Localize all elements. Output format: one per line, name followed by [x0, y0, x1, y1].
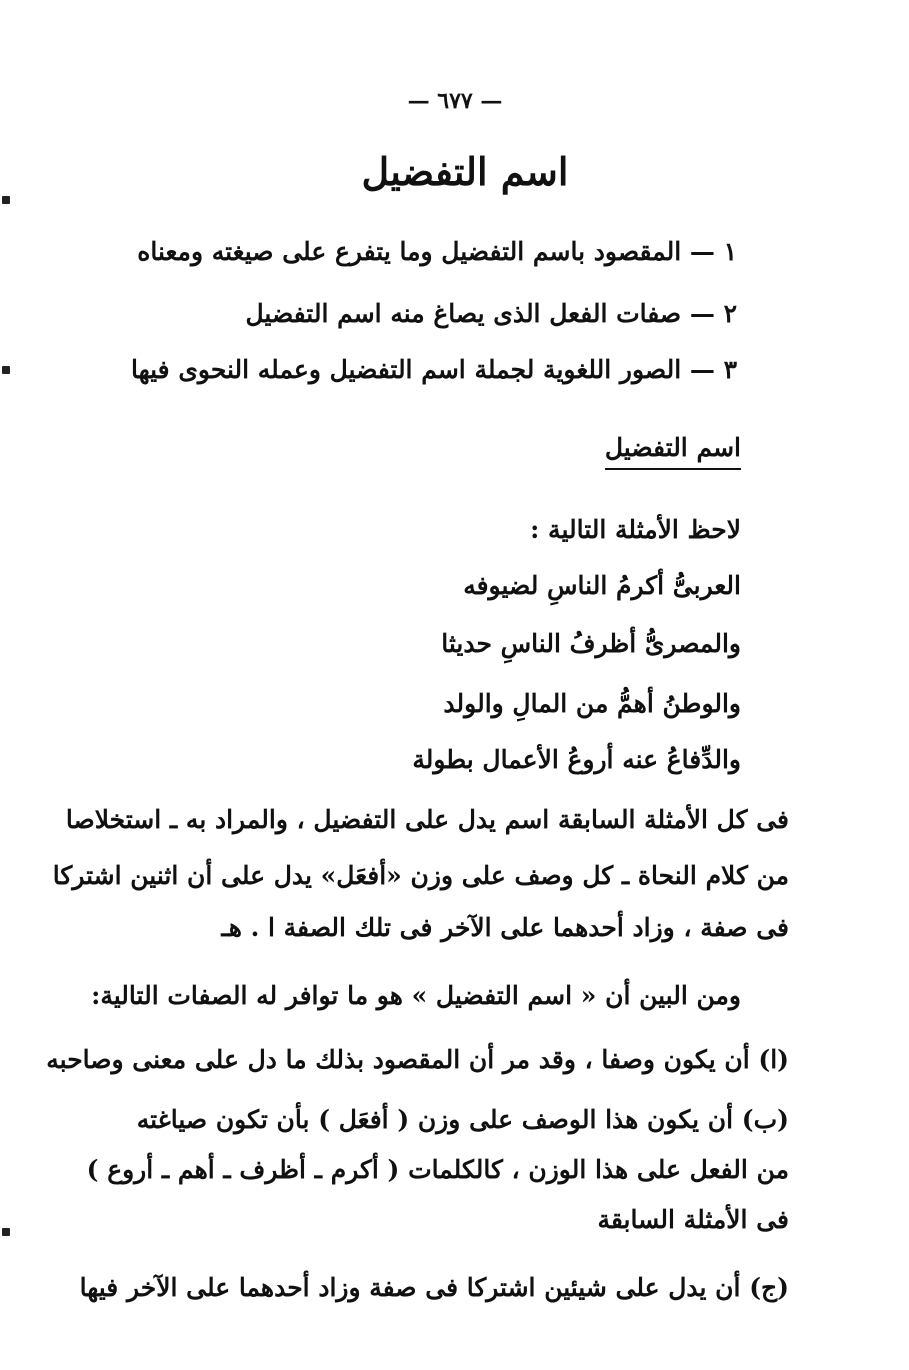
condition-b-line-3: فى الأمثلة السابقة — [597, 1205, 789, 1234]
example-2: والمصرىُّ أظرفُ الناسِ حديثا — [441, 629, 741, 658]
page-number: — ٦٧٧ — — [407, 88, 503, 114]
chapter-title: اسم التفضيل — [361, 149, 569, 194]
scan-margin-mark — [2, 366, 10, 374]
examples-intro: لاحظ الأمثلة التالية : — [530, 515, 741, 544]
paragraph-1-line-3: فى صفة ، وزاد أحدهما على الآخر فى تلك الصفة ا . هـ — [221, 913, 789, 942]
condition-c: (ج) أن يدل على شيئين اشتركا فى صفة وزاد أحدهما على الآخر فيها — [79, 1273, 789, 1302]
section-heading: اسم التفضيل — [605, 428, 741, 470]
condition-b-line-1: (ب) أن يكون هذا الوصف على وزن ( أفعَل ) بأن تكون صياغته — [136, 1105, 789, 1134]
scan-margin-mark — [2, 196, 10, 204]
example-4: والدِّفاعُ عنه أروعُ الأعمال بطولة — [412, 745, 741, 774]
paragraph-1-line-2: من كلام النحاة ـ كل وصف على وزن «أفعَل» يدل على أن اثنين اشتركا — [52, 861, 789, 890]
paragraph-2: ومن البين أن « اسم التفضيل » هو ما توافر له الصفات التالية: — [91, 981, 741, 1010]
scan-margin-mark — [2, 1228, 10, 1236]
example-3: والوطنُ أهمُّ من المالِ والولد — [443, 689, 741, 718]
paragraph-1-line-1: فى كل الأمثلة السابقة اسم يدل على التفضيل ، والمراد به ـ استخلاصا — [65, 805, 789, 834]
condition-a: (ا) أن يكون وصفا ، وقد مر أن المقصود بذلك ما دل على معنى وصاحبه — [46, 1045, 789, 1074]
outline-item-2: ٢ — صفات الفعل الذى يصاغ منه اسم التفضيل — [245, 299, 737, 328]
outline-item-3: ٣ — الصور اللغوية لجملة اسم التفضيل وعمله النحوى فيها — [131, 355, 737, 384]
condition-b-line-2: من الفعل على هذا الوزن ، كالكلمات ( أكرم ـ أظرف ـ أهم ـ أروع ) — [86, 1155, 789, 1184]
outline-item-1: ١ — المقصود باسم التفضيل وما يتفرع على صيغته ومعناه — [137, 237, 737, 266]
example-1: العربىُّ أكرمُ الناسِ لضيوفه — [463, 571, 741, 600]
